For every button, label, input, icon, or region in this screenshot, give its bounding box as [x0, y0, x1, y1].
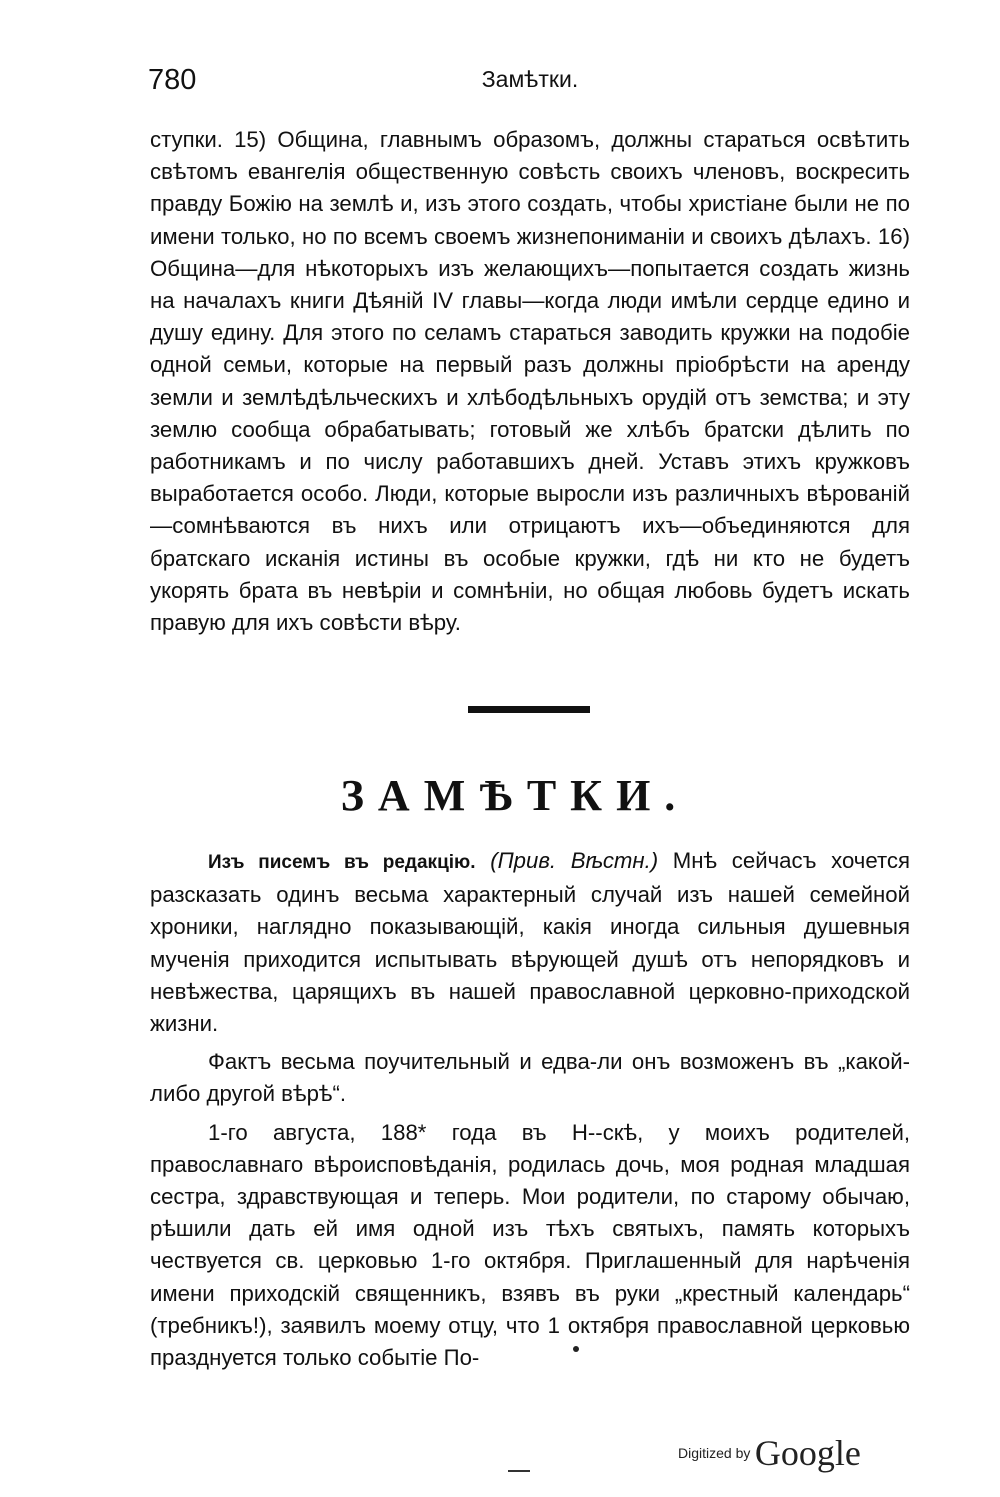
notes-text-block: [150, 845, 910, 1374]
continued-paragraph: ступки. 15) Община, главнымъ образомъ, должны стараться освѣтить свѣтомъ евангелія общественную совѣсть своихъ членовъ, воскресить правду Божію на землѣ и, изъ этого создать, чтобы христіане были не по имени только, но по всемъ своемъ жизнепониманіи и своихъ дѣлахъ. 16) Община—для нѣкоторыхъ изъ желающихъ—попытается создать жизнь на началахъ книги Дѣяній IV главы—когда люди имѣли сердце едино и душу едину. Для этого по селамъ стараться заводить кружки на подобіе одной семьи, которые на первый разъ должны пріобрѣсти на аренду земли и землѣдѣльческихъ и хлѣбодѣльныхъ орудій отъ земства; и эту землю сообща обрабатывать; готовый же хлѣбъ братски дѣлить по работникамъ и по числу работавшихъ дней. Уставъ этихъ кружковъ выработается особо. Люди, которые выросли изъ различныхъ вѣрованій—сомнѣваются въ нихъ или отрицаютъ ихъ—объединяются для братскаго исканія истины въ особые кружки, гдѣ ни кто не будетъ укорять брата въ невѣріи и сомнѣніи, но общая любовь будетъ искать правую для ихъ совѣсти вѣру.: [150, 127, 910, 636]
google-logo-text: Google: [754, 1433, 861, 1473]
page-number: 780: [148, 64, 197, 96]
section-title: ЗАМѢТКИ.: [340, 771, 690, 820]
notes-paragraph-3: 1-го августа, 188* года въ Н--скѣ, у моихъ родителей, православнаго вѣроисповѣданія, родилась дочь, моя родная младшая сестра, здравствующая и теперь. Мои родители, по старому обычаю, рѣшили дать ей имя одной изъ тѣхъ святыхъ, память которыхъ чествуется св. церковью 1-го октября. Приглашенный для нарѣченія имени приходскій священникъ, взявъ въ руки „крестный календарь“ (требникъ!), заявилъ моему отцу, что 1 октября православной церковью празднуется только событіе По-: [150, 1119, 910, 1371]
notes-paragraph-2: Фактъ весьма поучительный и едва-ли онъ возможенъ въ „какой-либо другой вѣрѣ“.: [150, 1049, 910, 1107]
section-divider-rule: [468, 706, 590, 713]
notes-citation: (Прив. Вѣстн.): [490, 848, 659, 873]
top-text-block: [150, 124, 910, 639]
bottom-dash: [508, 1470, 530, 1472]
notes-paragraph-1-text: Мнѣ сейчасъ хочется разсказать одинъ весьма характерный случай изъ нашей семейной хроники, наглядно показывающій, какія иногда сильныя душевныя мученія приходится испытывать вѣрующей душѣ отъ непорядковъ и невѣжества, царящихъ въ нашей православной церковно-приходской жизни.: [150, 848, 910, 1037]
notes-lead-in: Изъ писемъ въ редакцію.: [208, 852, 476, 873]
notes-paragraph-1: [150, 845, 910, 1040]
digitized-by-label: Digitized by: [678, 1445, 751, 1461]
digitization-attribution: [678, 1432, 861, 1474]
scan-speck: [573, 1346, 579, 1352]
running-head: Замѣтки.: [481, 66, 579, 92]
